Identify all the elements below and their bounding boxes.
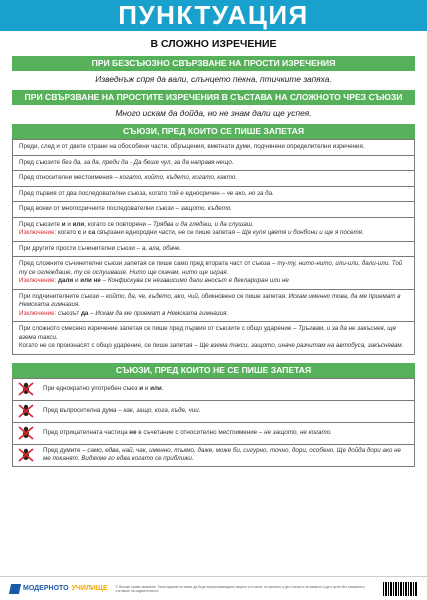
comma-rule-row bbox=[13, 170, 414, 186]
rule-text: и bbox=[81, 229, 89, 236]
footer-fine-print: © Всички права запазени. Тази издание не може да бъде възпроизвеждано изцяло и в части, по какъвто и да е начин и за каквито и да е цели без писменото съгласие на издателството. bbox=[115, 584, 365, 593]
rule-text: Пред сложните съчинителни съюзи запетая се пише само пред втората част от съюза – bbox=[19, 260, 278, 267]
comma-rules-table bbox=[12, 139, 415, 355]
comma-rule-row bbox=[13, 140, 414, 155]
rule-text: и bbox=[139, 384, 144, 392]
exception-label: Изключение: bbox=[19, 277, 57, 284]
crossed-comma-icon bbox=[13, 447, 39, 463]
rule-text: Пред съюзите bbox=[19, 158, 62, 166]
rule-text: Пред въпросителна дума – bbox=[43, 406, 124, 414]
example-conjunctions: Много искам да дойда, но не знам дали ще успея. bbox=[115, 108, 312, 118]
no-comma-rule-row bbox=[13, 422, 414, 444]
rule-text: Ще взема такси, защото, иначе разчитам на автобуса, закъснявам. bbox=[199, 342, 404, 349]
no-comma-rule-text bbox=[39, 383, 168, 396]
rule-line bbox=[19, 190, 408, 199]
rule-text: без да, за да, преди да - Да беше чул, за да направя нещо. bbox=[61, 158, 234, 166]
rule-line bbox=[19, 325, 408, 342]
rule-text: Трябва и да гледаш, и да слушаш. bbox=[152, 220, 254, 228]
page-title: ПУНКТУАЦИЯ bbox=[118, 0, 309, 30]
rule-text: или bbox=[150, 384, 162, 392]
crossed-comma-icon bbox=[13, 425, 39, 441]
title-band bbox=[0, 0, 427, 31]
rule-text: и bbox=[143, 384, 151, 392]
rule-text: а, ала, обаче. bbox=[141, 244, 182, 252]
rule-line bbox=[19, 174, 408, 183]
exception-label: Изключение: bbox=[19, 229, 57, 236]
section-heading-conjunctions: ПРИ СВЪРЗВАНЕ НА ПРОСТИТЕ ИЗРЕЧЕНИЯ В СЪСТАВА НА СЛОЖНОТО ЧРЕЗ СЪЮЗИ bbox=[12, 90, 415, 105]
rule-line bbox=[19, 221, 408, 230]
rule-text: когато bbox=[56, 229, 78, 236]
rule-text: защото, където. bbox=[180, 205, 232, 212]
publisher-logo bbox=[10, 584, 108, 594]
rule-text: и bbox=[61, 220, 66, 228]
no-comma-rule-text bbox=[39, 405, 204, 418]
exception-label: Изключение: bbox=[19, 309, 57, 317]
rule-line bbox=[19, 205, 408, 214]
rule-text: не bbox=[129, 428, 137, 436]
rule-text: свързани еднородни части, не се пише запетая – bbox=[95, 229, 242, 236]
rule-text: При еднократно употребен съюз bbox=[43, 384, 140, 392]
no-comma-rule-row bbox=[13, 400, 414, 422]
rule-text: са bbox=[88, 229, 96, 236]
crossed-comma-icon bbox=[13, 381, 39, 397]
rule-text: с bbox=[77, 229, 82, 236]
no-comma-rule-text bbox=[39, 427, 336, 440]
rule-text: . bbox=[161, 384, 164, 392]
comma-rule-row bbox=[13, 186, 414, 202]
rule-text: обикновено се пише запетая. bbox=[199, 292, 289, 300]
comma-rule-row bbox=[13, 321, 414, 354]
comma-rule-row bbox=[13, 289, 414, 322]
comma-rule-row bbox=[13, 155, 414, 171]
rule-line bbox=[19, 245, 408, 254]
rule-line bbox=[43, 429, 332, 438]
rule-text: Когато не се произнасят с общо ударение, се пише запетая – bbox=[19, 342, 200, 349]
rule-line bbox=[19, 310, 408, 319]
rule-text: как, защо, кога, къде, чии. bbox=[123, 406, 201, 414]
example-asyndeton: Изведнъж спря да вали, слънцето пекна, птичките запяха. bbox=[95, 74, 332, 84]
rule-text: да bbox=[80, 309, 89, 317]
rule-text: , когато се повторени – bbox=[84, 220, 153, 228]
rule-text: и bbox=[73, 277, 81, 284]
rule-text: когато, който, където, когато, както. bbox=[119, 174, 238, 181]
rule-text: или не bbox=[80, 277, 101, 284]
rule-text: Искам да ме приемат в Немската гимназия. bbox=[95, 309, 229, 317]
no-comma-rule-row bbox=[13, 379, 414, 400]
rule-text: дали bbox=[58, 277, 74, 284]
rule-text: Пред отрицателната частица bbox=[43, 428, 130, 436]
rule-text: Пред първия от два последователни съюза, когато той е едносричен – bbox=[19, 189, 227, 197]
rule-text: При подчинителните съюзи – bbox=[19, 292, 106, 300]
rule-line bbox=[19, 293, 408, 310]
crossed-comma-icon bbox=[13, 403, 39, 419]
rule-text: При другите прости съчинителни съюзи – bbox=[19, 244, 142, 252]
footer bbox=[0, 576, 427, 600]
comma-rule-row bbox=[13, 256, 414, 289]
rule-text: или bbox=[72, 220, 85, 228]
rule-text: Пред относителни местоимения – bbox=[19, 174, 120, 181]
rule-text: – bbox=[88, 309, 96, 317]
rule-text: Пред всеки от многосричните последователни съюзи – bbox=[19, 205, 181, 212]
rule-line bbox=[43, 407, 200, 416]
rule-text: Пред съюзите bbox=[19, 220, 62, 228]
rule-text: Тръгвам, и за да не закъснея, ще взема такси. bbox=[19, 325, 397, 341]
rule-text: съюзът bbox=[56, 309, 81, 317]
rule-text: – bbox=[100, 277, 108, 284]
rule-text: който, да, че, където, ако, чий, bbox=[105, 292, 200, 300]
rule-text: не защото, не когато. bbox=[264, 428, 332, 436]
rule-line bbox=[43, 447, 410, 464]
logo-accent: УЧИЛИЩЕ bbox=[71, 585, 108, 592]
comma-rule-row bbox=[13, 201, 414, 217]
rule-line bbox=[19, 342, 408, 351]
rule-text: само, едва, най, чак, именно, тъкмо, даже, може би, сигурно, точно, дори, особено. Ще дойда дори ако не ме поканят. Видяхме го едва когато се приближи. bbox=[43, 446, 402, 462]
section-heading-comma-before: СЪЮЗИ, ПРЕД КОИТО СЕ ПИШЕ ЗАПЕТАЯ bbox=[12, 124, 415, 139]
section-heading-no-comma: СЪЮЗИ, ПРЕД КОИТО НЕ СЕ ПИШЕ ЗАПЕТАЯ bbox=[12, 363, 415, 378]
logo-mark-icon bbox=[9, 584, 21, 594]
comma-rule-row bbox=[13, 217, 414, 241]
rule-text: Пред думите – bbox=[43, 446, 88, 454]
no-comma-rule-row bbox=[13, 444, 414, 466]
rule-text: ту-ту, нито-нито, или-или, дали-или. Той ту се оглеждаше, ту се ослушваше. Нито ще скачам, нито ще играя. bbox=[19, 260, 403, 276]
page-subtitle: В СЛОЖНО ИЗРЕЧЕНИЕ bbox=[150, 38, 277, 50]
barcode-icon bbox=[383, 582, 417, 596]
rule-text: Ще купя цветя и бонбони и ще я посетя. bbox=[242, 229, 364, 236]
comma-rule-row bbox=[13, 241, 414, 257]
logo-main: МОДЕРНОТО bbox=[23, 585, 69, 592]
rule-text: че ако, но за да. bbox=[226, 189, 274, 197]
rule-line bbox=[19, 159, 408, 168]
rule-text: При сложното смесено изречение запетая се пише пред първия от съюзите с общо ударение – bbox=[19, 325, 299, 332]
section-heading-asyndeton: ПРИ БЕЗСЪЮЗНО СВЪРЗВАНЕ НА ПРОСТИ ИЗРЕЧЕНИЯ bbox=[12, 56, 415, 71]
no-comma-rules-table bbox=[12, 378, 415, 467]
rule-line bbox=[43, 385, 164, 394]
rule-line bbox=[19, 143, 408, 152]
rule-line bbox=[19, 229, 408, 238]
no-comma-rule-text bbox=[39, 445, 414, 466]
rule-text: Преди, след и от двете страни на обособени части, обръщения, вметнати думи, подчинени определителни изречения. bbox=[19, 143, 365, 150]
rule-text: Конфискува се независимо дали вносът е деклариран или не bbox=[107, 277, 289, 284]
rule-line bbox=[19, 277, 408, 286]
rule-text: в съчетание с относително местоимение – bbox=[136, 428, 265, 436]
rule-text: и bbox=[65, 220, 73, 228]
rule-text: Искам именно това, да ме приемат в Немската гимназия. bbox=[19, 292, 401, 308]
rule-line bbox=[19, 260, 408, 277]
